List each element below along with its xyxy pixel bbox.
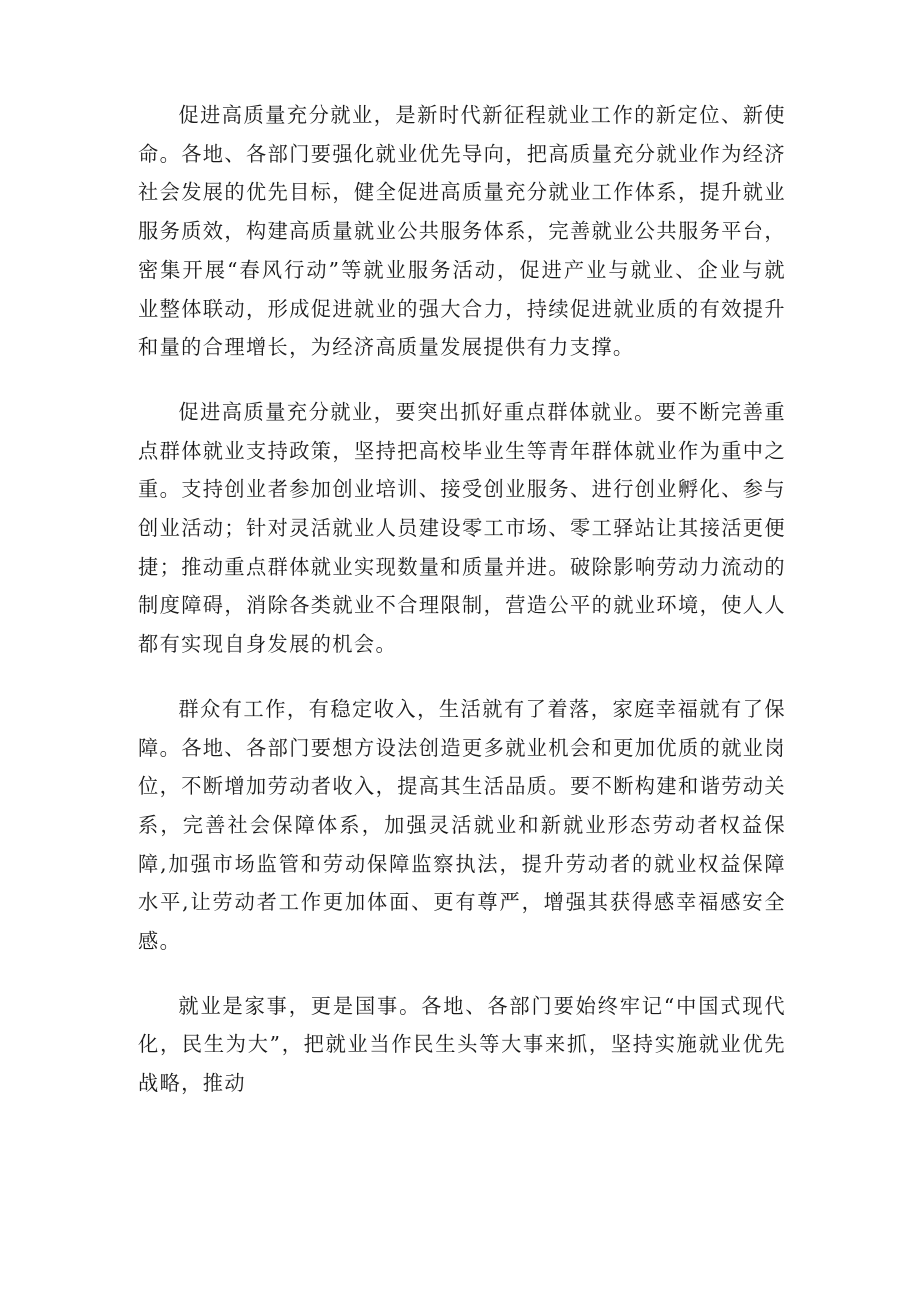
- document-body: [138, 96, 786, 1103]
- paragraph-2: 促进高质量充分就业，要突出抓好重点群体就业。要不断完善重点群体就业支持政策，坚持把高校毕业生等青年群体就业作为重中之重。支持创业者参加创业培训、接受创业服务、进行创业孵化、参与创业活动；针对灵活就业人员建设零工市场、零工驿站让其接活更便捷；推动重点群体就业实现数量和质量并进。破除影响劳动力流动的制度障碍，消除各类就业不合理限制，营造公平的就业环境，使人人都有实现自身发展的机会。: [138, 399, 786, 657]
- paragraph-1: 促进高质量充分就业，是新时代新征程就业工作的新定位、新使命。各地、各部门要强化就业优先导向，把高质量充分就业作为经济社会发展的优先目标，健全促进高质量充分就业工作体系，提升就业服务质效，构建高质量就业公共服务体系，完善就业公共服务平台，密集开展“春风行动”等就业服务活动，促进产业与就业、企业与就业整体联动，形成促进就业的强大合力，持续促进就业质的有效提升和量的合理增长，为经济高质量发展提供有力支撑。: [138, 103, 786, 360]
- paragraph-3: 群众有工作，有稳定收入，生活就有了着落，家庭幸福就有了保障。各地、各部门要想方设法创造更多就业机会和更加优质的就业岗位，不断增加劳动者收入，提高其生活品质。要不断构建和谐劳动关系，完善社会保障体系，加强灵活就业和新就业形态劳动者权益保障,加强市场监管和劳动保障监察执法，提升劳动者的就业权益保障水平,让劳动者工作更加体面、更有尊严，增强其获得感幸福感安全感。: [138, 696, 786, 954]
- paragraph-4: 就业是家事，更是国事。各地、各部门要始终牢记“中国式现代化，民生为大”，把就业当作民生头等大事来抓，坚持实施就业优先战略，推动: [138, 993, 786, 1096]
